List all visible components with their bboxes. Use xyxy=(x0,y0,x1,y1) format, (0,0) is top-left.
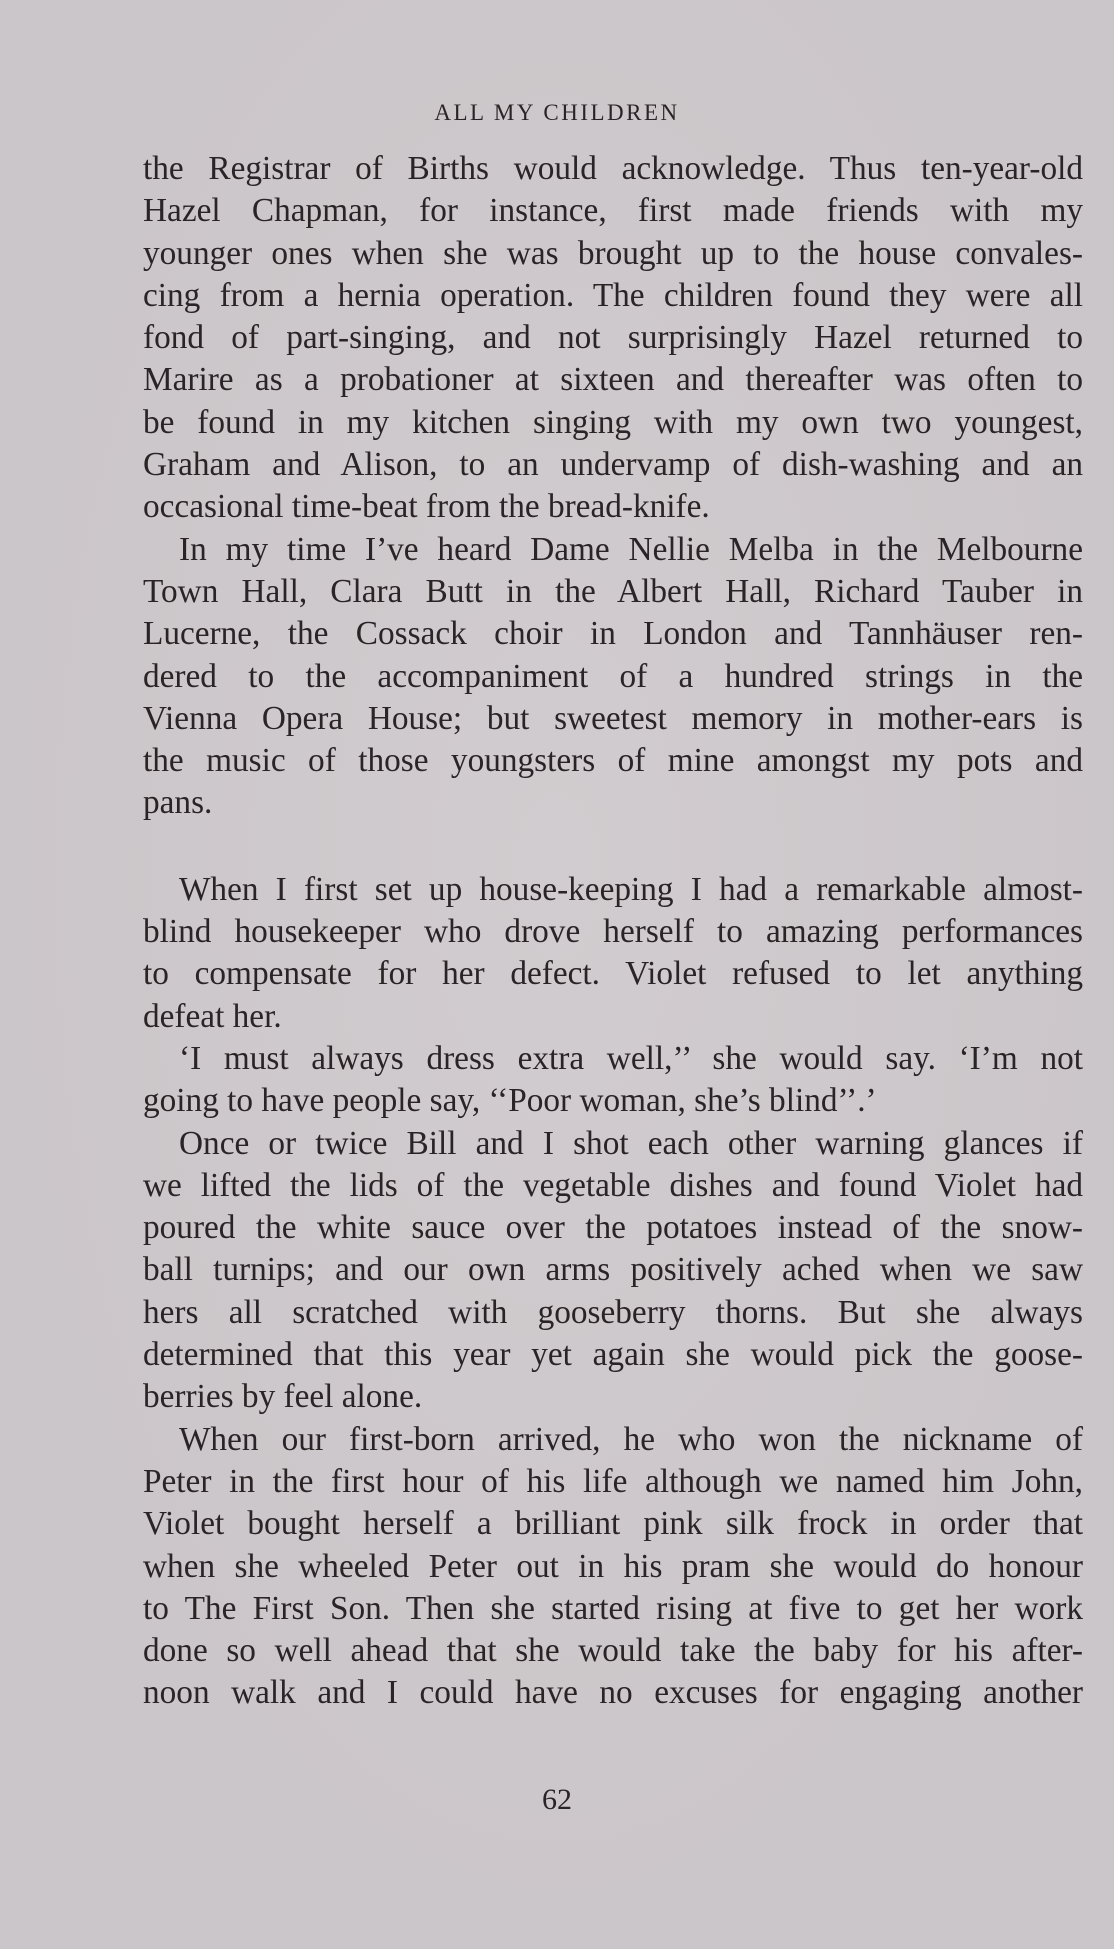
text-line: Peter in the first hour of his life although we named him John, xyxy=(143,1462,1083,1500)
text-line: poured the white sauce over the potatoes instead of the snow- xyxy=(143,1209,1083,1247)
text-line: the music of those youngsters of mine amongst my pots and xyxy=(143,742,1083,780)
text-line: Lucerne, the Cossack choir in London and Tannhäuser ren- xyxy=(143,615,1083,653)
text-line: Graham and Alison, to an undervamp of dish-washing and an xyxy=(143,446,1083,484)
text-line: Once or twice Bill and I shot each other warning glances if xyxy=(179,1124,1083,1162)
text-line: cing from a hernia operation. The children found they were all xyxy=(143,276,1083,314)
text-line: dered to the accompaniment of a hundred strings in the xyxy=(143,657,1083,695)
section-break xyxy=(143,825,1083,869)
text-line: the Registrar of Births would acknowledge. Thus ten-year-old xyxy=(143,150,1083,187)
text-line: Town Hall, Clara Butt in the Albert Hall, Richard Tauber in xyxy=(143,572,1083,610)
text-line: ‘I must always dress extra well,’’ she would say. ‘I’m not xyxy=(179,1039,1083,1077)
text-line: hers all scratched with gooseberry thorns. But she always xyxy=(143,1293,1083,1331)
text-line: determined that this year yet again she would pick the goose- xyxy=(143,1336,1083,1374)
text-line: younger ones when she was brought up to the house convales- xyxy=(143,234,1083,272)
text-line: when she wheeled Peter out in his pram she would do honour xyxy=(143,1547,1083,1585)
text-line: blind housekeeper who drove herself to amazing performances xyxy=(143,913,1083,951)
text-line: pans. xyxy=(143,784,213,822)
body-text xyxy=(143,148,1083,1715)
text-line: In my time I’ve heard Dame Nellie Melba in the Melbourne xyxy=(179,530,1083,568)
text-line: berries by feel alone. xyxy=(143,1378,423,1416)
page-number: 62 xyxy=(542,1783,572,1816)
text-line: we lifted the lids of the vegetable dishes and found Violet had xyxy=(143,1166,1083,1204)
text-line: be found in my kitchen singing with my own two youngest, xyxy=(143,403,1083,441)
text-line: Marire as a probationer at sixteen and thereafter was often to xyxy=(143,361,1083,399)
running-head: ALL MY CHILDREN xyxy=(434,100,680,125)
text-line: When our first-born arrived, he who won the nickname of xyxy=(179,1420,1083,1458)
text-line: Vienna Opera House; but sweetest memory in mother-ears is xyxy=(143,699,1083,737)
text-line: ball turnips; and our own arms positively ached when we saw xyxy=(143,1251,1083,1289)
text-line: fond of part-singing, and not surprisingly Hazel returned to xyxy=(143,319,1083,357)
text-line: occasional time-beat from the bread-knife. xyxy=(143,488,710,526)
text-line: done so well ahead that she would take the baby for his after- xyxy=(143,1632,1083,1670)
text-line: When I first set up house-keeping I had a remarkable almost- xyxy=(179,870,1083,908)
text-line: defeat her. xyxy=(143,997,282,1035)
text-line: going to have people say, ‘‘Poor woman, she’s blind’’.’ xyxy=(143,1082,877,1120)
text-line: Violet bought herself a brilliant pink silk frock in order that xyxy=(143,1505,1083,1543)
text-line: noon walk and I could have no excuses for engaging another xyxy=(143,1674,1083,1712)
text-line: to The First Son. Then she started rising at five to get her work xyxy=(143,1589,1083,1627)
text-line: to compensate for her defect. Violet refused to let anything xyxy=(143,955,1083,993)
text-line: Hazel Chapman, for instance, first made friends with my xyxy=(143,192,1083,230)
